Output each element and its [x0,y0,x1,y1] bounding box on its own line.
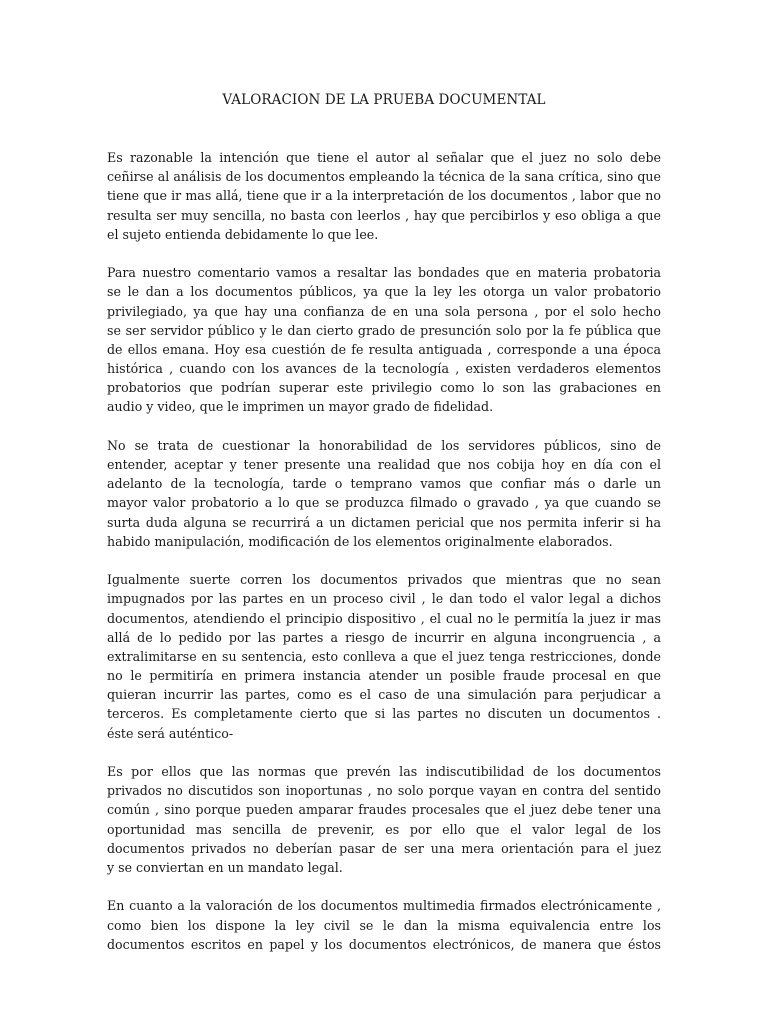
paragraph-line: de ellos emana. Hoy esa cuestión de fe resulta antiguada , corresponde a una época [107,341,661,357]
paragraph-line: no le permitiría en primera instancia atender un posible fraude procesal en que [107,668,661,684]
paragraph-line: Igualmente suerte corren los documentos privados que mientras que no sean [107,572,661,588]
paragraph [107,148,661,244]
paragraph-line: histórica , cuando con los avances de la tecnología , existen verdaderos elementos [107,361,661,377]
paragraph-line: documentos, atendiendo el principio dispositivo , el cual no le permitía la juez ir mas [107,610,661,626]
paragraph-line: terceros. Es completamente cierto que si las partes no discuten un documentos . [107,706,661,722]
paragraph [107,263,661,417]
paragraph-line: Es por ellos que las normas que prevén las indiscutibilidad de los documentos [107,764,661,779]
paragraph-line: éste será auténtico- [107,725,234,741]
paragraph-line: No se trata de cuestionar la honorabilidad de los servidores públicos, sino de [107,437,661,453]
document-body [107,148,661,973]
paragraph-line: Para nuestro comentario vamos a resaltar las bondades que en materia probatoria [107,265,661,281]
paragraph-line: adelanto de la tecnología, tarde o temprano vamos que confiar más o darle un [107,476,661,492]
paragraph-line: tiene que ir mas allá, tiene que ir a la interpretación de los documentos , labor que no [107,188,661,204]
paragraph-line: mayor valor probatorio a lo que se produzca filmado o gravado , ya que cuando se [107,495,661,511]
paragraph-line: el sujeto entienda debidamente lo que lee. [107,226,379,242]
paragraph-line: oportunidad mas sencilla de prevenir, es por ello que el valor legal de los [107,821,661,837]
paragraph-line: En cuanto a la valoración de los documentos multimedia firmados electrónicamente , [107,898,661,914]
document-title: VALORACION DE LA PRUEBA DOCUMENTAL [222,92,546,108]
paragraph [107,896,661,954]
paragraph-line: ceñirse al análisis de los documentos empleando la técnica de la sana crítica, sino que [107,169,661,185]
paragraph-line: como bien los dispone la ley civil se le dan la misma equivalencia entre los [107,917,661,933]
paragraph-line: extralimitarse en su sentencia, esto conlleva a que el juez tenga restricciones, donde [107,648,661,664]
paragraph-line: y se conviertan en un mandato legal. [107,859,343,875]
paragraph-line: documentos privados no deberían pasar de ser una mera orientación para el juez [107,840,661,856]
paragraph-line: se ser servidor público y le dan cierto grado de presunción solo por la fe pública que [107,322,661,338]
paragraph [107,762,661,877]
paragraph-line: común , sino porque pueden amparar fraudes procesales que el juez debe tener una [107,802,661,818]
paragraph-line: impugnados por las partes en un proceso civil , le dan todo el valor legal a dichos [107,591,661,607]
paragraph-line: documentos escritos en papel y los documentos electrónicos, de manera que éstos [107,936,661,952]
paragraph-line: audio y video, que le imprimen un mayor grado de fidelidad. [107,399,494,415]
paragraph-line: quieran incurrir las partes, como es el caso de una simulación para perjudicar a [107,687,661,703]
paragraph-line: se le dan a los documentos públicos, ya que la ley les otorga un valor probatorio [107,284,661,300]
paragraph-line: privados no discutidos son inoportunas , no solo porque vayan en contra del sentido [107,783,661,799]
paragraph-line: privilegiado, ya que hay una confianza de en una sola persona , por el solo hecho [107,303,661,319]
paragraph-line: surta duda alguna se recurrirá a un dictamen pericial que nos permita inferir si ha [107,514,661,530]
paragraph-line: probatorios que podrían superar este privilegio como lo son las grabaciones en [107,380,661,396]
paragraph [107,436,661,551]
paragraph [107,570,661,743]
paragraph-line: habido manipulación, modificación de los elementos originalmente elaborados. [107,533,613,549]
paragraph-line: Es razonable la intención que tiene el autor al señalar que el juez no solo debe [107,150,661,165]
paragraph-line: resulta ser muy sencilla, no basta con leerlos , hay que percibirlos y eso obliga a que [107,207,661,223]
paragraph-line: allá de lo pedido por las partes a riesgo de incurrir en alguna incongruencia , a [107,629,661,645]
paragraph-line: entender, aceptar y tener presente una realidad que nos cobija hoy en día con el [107,457,661,472]
